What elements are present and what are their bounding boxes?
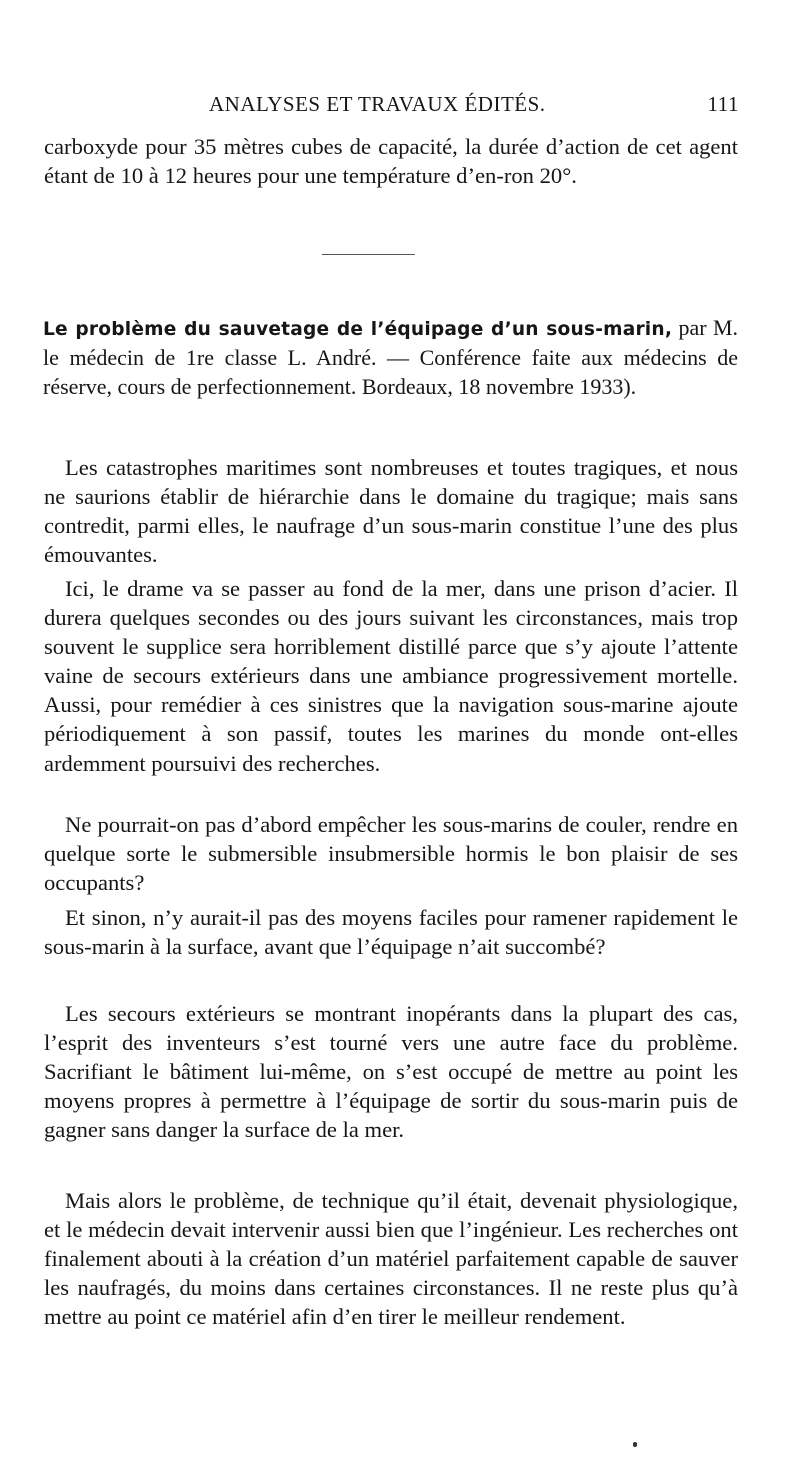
article-title: Le problème du sauvetage de l’équipage d’un sous-marin, [43, 319, 673, 340]
print-speck [633, 1442, 637, 1447]
running-header [209, 86, 739, 122]
body-paragraph-6: Mais alors le problème, de technique qu’il était, devenait physiologique, et le médecin devait intervenir aussi bien que l’ingénieur. Les recherches ont finalement abouti à la création d’un matériel parfaitement capable de sauver les naufragés, du moins dans certaines circonstances. Il ne reste plus qu’à mettre au point ce matériel afin d’en tirer le meilleur rendement. [44, 1188, 738, 1330]
body-paragraph-2: Ici, le drame va se passer au fond de la mer, dans une prison d’acier. Il durera quelques secondes ou des jours suivant les circonstances, mais trop souvent le supplice sera horriblement distillé parce que s’y ajoute l’attente vaine de secours extérieurs dans une ambiance progressivement mortelle. Aussi, pour remédier à ces sinistres que la navigation sous-marine ajoute périodiquement à son passif, toutes les marines du monde ont-elles ardemment poursuivi des recherches. [44, 576, 738, 776]
body-paragraph-1: Les catastrophes maritimes sont nombreuses et toutes tragiques, et nous ne saurions établir de hiérarchie dans le domaine du tragique; mais sans contredit, parmi elles, le naufrage d’un sous-marin constitue l’une des plus émouvantes. [44, 455, 738, 568]
body-paragraph-4: Et sinon, n’y aurait-il pas des moyens faciles pour ramener rapidement le sous-marin à la surface, avant que l’équipage n’ait succombé? [44, 905, 738, 960]
page-number: 111 [707, 92, 739, 116]
body-paragraph-3: Ne pourrait-on pas d’abord empêcher les sous-marins de couler, rendre en quelque sorte le submersible insubmersible hormis le bon plaisir de ses occupants? [44, 812, 738, 896]
intro-paragraph: carboxyde pour 35 mètres cubes de capacité, la durée d’action de cet agent étant de 10 à 12 heures pour une température d’en-ron 20°. [44, 134, 738, 189]
header-title: ANALYSES ET TRAVAUX ÉDITÉS. [209, 92, 546, 116]
body-paragraph-5: Les secours extérieurs se montrant inopérants dans la plupart des cas, l’esprit des inventeurs s’est tourné vers une autre face du problème. Sacrifiant le bâtiment lui-même, on s’est occupé de mettre au point les moyens propres à permettre à l’équipage de sortir du sous-marin puis de gagner sans danger la surface de la mer. [44, 1001, 738, 1143]
article-heading [43, 314, 738, 401]
section-divider [322, 254, 415, 255]
article-byline: par M. le médecin de 1re classe L. André. — Conférence faite aux médecins de réserve, cours de perfectionnement. Bordeaux, 18 novembre 1933). [43, 315, 739, 399]
